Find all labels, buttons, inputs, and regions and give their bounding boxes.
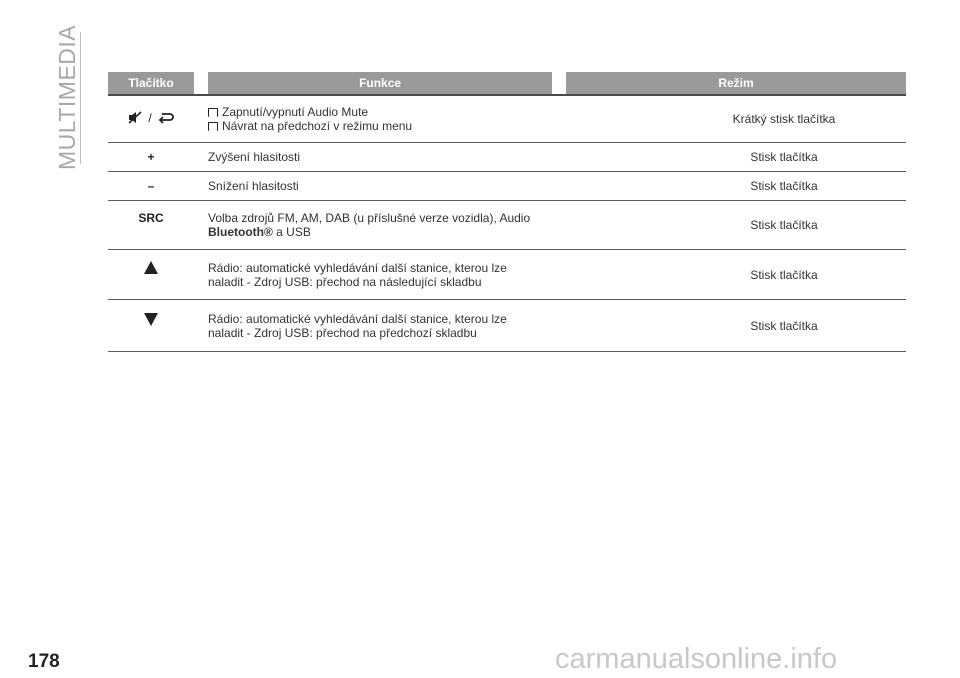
function-cell <box>194 201 552 250</box>
watermark: carmanualsonline.info <box>555 643 838 675</box>
mode-cell: Stisk tlačítka <box>552 201 906 250</box>
header-gap <box>194 72 208 95</box>
function-line: Bluetooth® a USB <box>208 225 311 239</box>
function-line: naladit - Zdroj USB: přechod na následující skladbu <box>208 274 482 289</box>
bluetooth-label: Bluetooth® <box>208 225 273 239</box>
button-cell: + <box>108 143 194 172</box>
function-line: naladit - Zdroj USB: přechod na předchozí skladbu <box>208 325 477 340</box>
table-row <box>108 300 906 352</box>
table-header-row <box>108 72 906 95</box>
table-row <box>108 172 906 201</box>
button-cell <box>108 300 194 352</box>
table-row <box>108 143 906 172</box>
function-line: Zapnutí/vypnutí Audio Mute <box>208 105 552 119</box>
header-button: Tlačítko <box>108 72 194 95</box>
function-cell: Snížení hlasitosti <box>194 172 552 201</box>
table-row <box>108 95 906 143</box>
enter-button-icon <box>208 122 218 131</box>
header-gap <box>552 72 566 95</box>
function-cell: Zvýšení hlasitosti <box>194 143 552 172</box>
button-cell <box>108 250 194 300</box>
header-mode: Režim <box>566 72 906 95</box>
table-row <box>108 201 906 250</box>
function-cell <box>194 250 552 300</box>
table-row <box>108 250 906 300</box>
mode-cell: Stisk tlačítka <box>552 250 906 300</box>
mute-icon <box>128 111 142 127</box>
button-cell: SRC <box>108 201 194 250</box>
page-number: 178 <box>28 651 60 672</box>
enter-button-icon <box>208 108 218 117</box>
back-arrow-icon <box>158 112 174 127</box>
function-cell <box>194 95 552 143</box>
function-line: Volba zdrojů FM, AM, DAB (u příslušné verze vozidla), Audio <box>208 211 531 225</box>
triangle-up-icon <box>144 261 158 274</box>
function-line: Rádio: automatické vyhledávání další stanice, kterou lze <box>208 260 507 275</box>
function-line: Rádio: automatické vyhledávání další stanice, kterou lze <box>208 311 507 326</box>
button-separator: / <box>148 111 152 126</box>
button-cell: – <box>108 172 194 201</box>
mode-cell: Stisk tlačítka <box>552 172 906 201</box>
function-line: Návrat na předchozí v režimu menu <box>208 119 552 133</box>
button-cell <box>108 95 194 143</box>
button-function-table <box>108 72 906 352</box>
mode-cell: Krátký stisk tlačítka <box>552 95 906 143</box>
section-label: MULTIMEDIA <box>54 24 80 170</box>
header-function: Funkce <box>208 72 552 95</box>
triangle-down-icon <box>144 313 158 326</box>
mode-cell: Stisk tlačítka <box>552 300 906 352</box>
mode-cell: Stisk tlačítka <box>552 143 906 172</box>
function-cell <box>194 300 552 352</box>
section-divider <box>80 32 81 164</box>
